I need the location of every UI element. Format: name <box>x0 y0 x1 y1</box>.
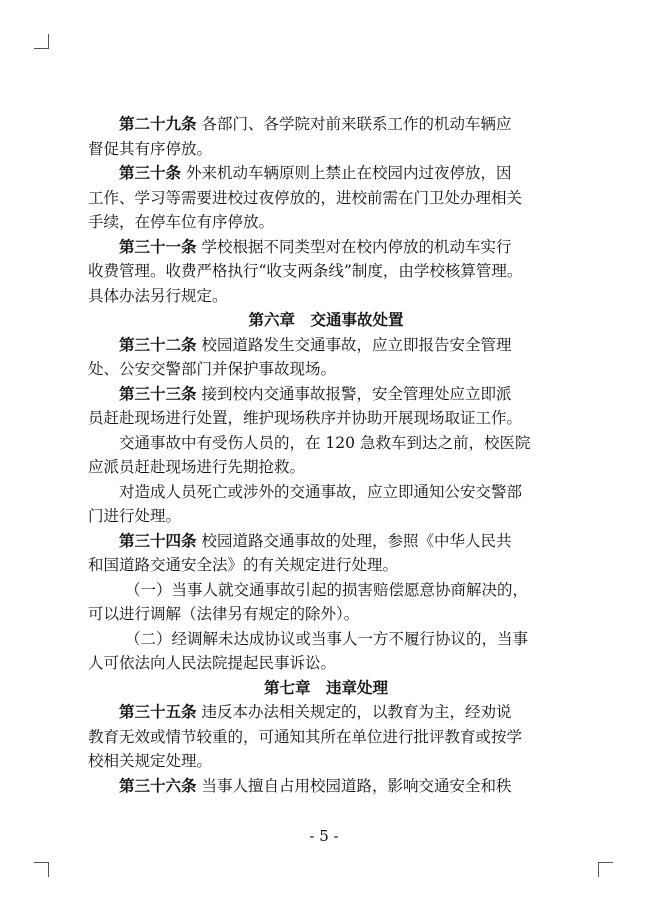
article-31-label: 第三十一条 <box>119 237 197 256</box>
article-33-text-1: 接到校内交通事故报警，安全管理处应立即派 <box>201 384 512 403</box>
item-2-line-2: 人可依法向人民法院提起民事诉讼。 <box>88 654 337 672</box>
article-35-label: 第三十五条 <box>119 703 197 721</box>
article-30-label: 第三十条 <box>119 164 182 182</box>
article-35-line-3: 校相关规定处理。 <box>88 752 213 770</box>
paragraph-injured-line-2: 应派员赶赴现场进行先期抢救。 <box>88 458 306 476</box>
article-32-text-1: 校园道路发生交通事故，应立即报告安全管理 <box>201 335 512 354</box>
article-36-text-1: 当事人擅自占用校园道路，影响交通安全和秩 <box>201 776 512 795</box>
article-33-label: 第三十三条 <box>119 384 197 403</box>
article-31-line-1 <box>88 235 564 260</box>
article-30-text-1: 外来机动车辆原则上禁止在校园内过夜停放，因 <box>185 164 512 182</box>
article-34-text-1: 校园道路交通事故的处理，参照《中华人民共 <box>201 531 512 550</box>
article-35-text-1: 违反本办法相关规定的，以教育为主，经劝说 <box>201 703 512 721</box>
article-30-line-1 <box>88 161 564 186</box>
crop-mark-bottom-left <box>34 862 49 877</box>
article-30-line-3: 手续，在停车位有序停放。 <box>88 213 275 231</box>
article-29-label: 第二十九条 <box>119 115 197 133</box>
chapter-6-heading: 第六章 交通事故处置 <box>248 311 404 329</box>
article-31-text-1: 学校根据不同类型对在校内停放的机动车实行 <box>201 237 512 256</box>
article-34-label: 第三十四条 <box>119 531 197 550</box>
article-36-line-1 <box>88 774 564 799</box>
article-33-line-1 <box>88 382 564 407</box>
article-29-line-1 <box>88 112 564 137</box>
item-1-line-2: 可以进行调解（法律另有规定的除外）。 <box>88 605 360 623</box>
article-34-line-2: 和国道路交通安全法》的有关规定进行处理。 <box>88 556 399 574</box>
article-30-line-2: 工作、学习等需要进校过夜停放的，进校前需在门卫处办理相关 <box>88 188 523 207</box>
article-32-label: 第三十二条 <box>119 335 197 354</box>
document-body <box>88 112 564 798</box>
chapter-7-heading: 第七章 违章处理 <box>263 678 388 697</box>
article-35-line-1 <box>88 700 564 725</box>
article-32-line-1 <box>88 333 564 358</box>
article-33-line-2: 员赶赴现场进行处置，维护现场秩序并协助开展现场取证工作。 <box>88 409 523 427</box>
page-number: - 5 - <box>309 827 339 845</box>
article-29-line-2: 督促其有序停放。 <box>88 139 213 158</box>
paragraph-death-line-2: 门进行处理。 <box>88 507 182 525</box>
article-31-line-3: 具体办法另行规定。 <box>88 286 228 305</box>
item-1-line-1: （一）当事人就交通事故引起的损害赔偿愿意协商解决的， <box>125 580 529 599</box>
article-36-label: 第三十六条 <box>119 776 197 795</box>
item-2-line-1: （二）经调解未达成协议或当事人一方不履行协议的，当事 <box>125 629 529 648</box>
crop-mark-top-left <box>34 34 49 49</box>
crop-mark-bottom-right <box>598 862 613 877</box>
article-32-line-2: 处、公安交警部门并保护事故现场。 <box>88 360 337 378</box>
article-34-line-1 <box>88 529 564 554</box>
paragraph-injured-line-1: 交通事故中有受伤人员的，在 120 急救车到达之前，校医院 <box>119 433 531 452</box>
article-29-text-1: 各部门、各学院对前来联系工作的机动车辆应 <box>201 115 512 133</box>
article-35-line-2: 教育无效或情节较重的，可通知其所在单位进行批评教育或按学 <box>88 727 523 746</box>
article-31-line-2: 收费管理。收费严格执行“收支两条线”制度，由学校核算管理。 <box>88 262 523 280</box>
paragraph-death-line-1: 对造成人员死亡或涉外的交通事故，应立即通知公安交警部 <box>119 482 523 501</box>
